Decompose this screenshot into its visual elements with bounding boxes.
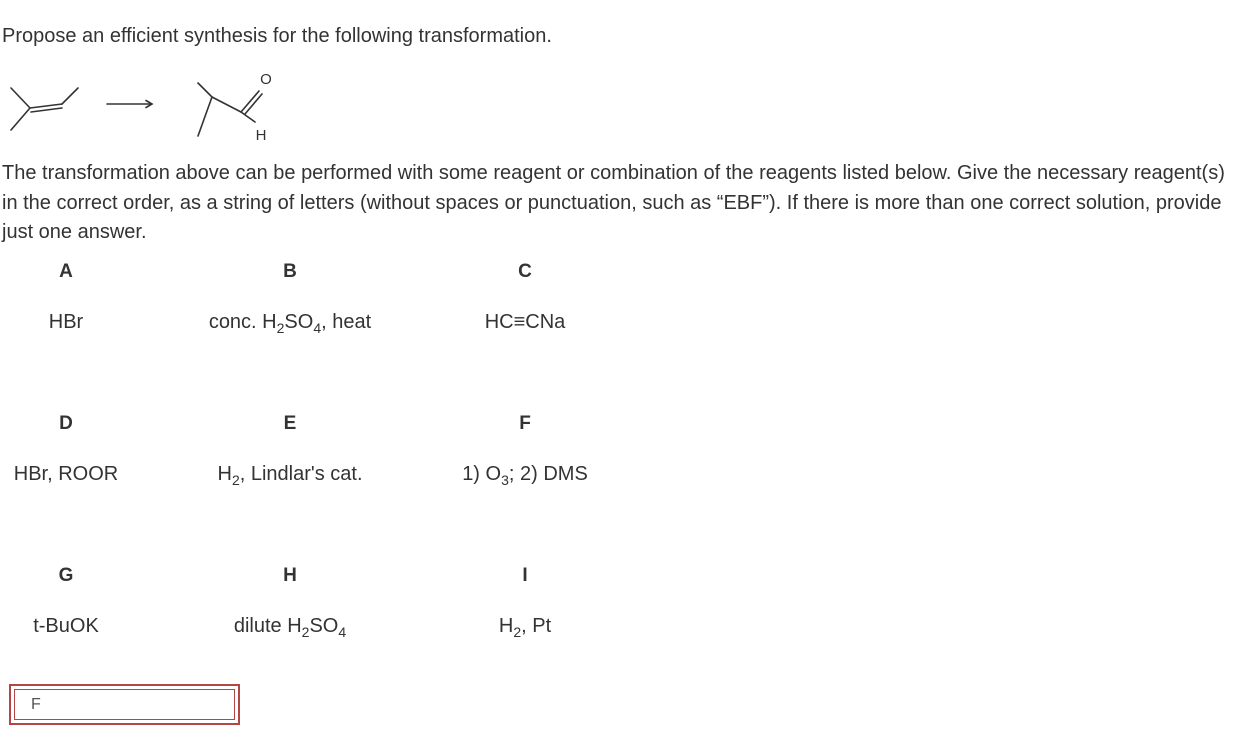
reagent-f <box>415 461 635 487</box>
reagent-text-part: , heat <box>321 311 372 333</box>
reagent-text-part: 2 <box>301 624 310 640</box>
reagent-letter-h: H <box>283 565 297 586</box>
aldehyde-hydrogen-label: H <box>255 127 267 144</box>
reagent-letter-c: C <box>518 261 532 282</box>
answer-input[interactable] <box>14 689 235 720</box>
reagent-text-part: , Lindlar's cat. <box>239 463 363 485</box>
reagent-text-part: HBr, ROOR <box>13 463 119 485</box>
reagent-b <box>180 309 400 335</box>
reagent-text-part: HC≡CNa <box>484 311 566 333</box>
reagent-text-part: 4 <box>338 624 347 640</box>
reagent-letter-e: E <box>283 413 297 434</box>
reagent-text-part: 2 <box>276 320 285 336</box>
reagent-text-part: t-BuOK <box>33 615 99 637</box>
reagent-text-part: H <box>498 615 514 637</box>
reagent-text-part: SO <box>309 615 339 637</box>
reagent-text-part: conc. H <box>208 311 277 333</box>
reagent-letter-i: I <box>522 565 528 586</box>
reagent-letter-b: B <box>283 261 297 282</box>
reagent-g <box>0 613 176 639</box>
reagent-h <box>180 613 400 639</box>
reagent-text-part: 2 <box>231 472 240 488</box>
reagent-text-part: , Pt <box>521 615 552 637</box>
starting-material-structure <box>11 88 78 130</box>
reagent-i <box>415 613 635 639</box>
reagent-text-part: SO <box>284 311 314 333</box>
reagent-a <box>0 309 176 335</box>
question-instructions: The transformation above can be performed with some reagent or combination of the reagents listed below. Give the necessary reagent(s) in the correct order, as a string of letters (without spaces or punctuation, such as “EBF”). If there is more than one correct solution, provide just one answer. <box>2 162 1225 243</box>
reagent-text-part: 1) O <box>462 463 502 485</box>
reagent-text-part: H <box>217 463 232 485</box>
answer-box <box>9 684 240 725</box>
reagent-text-part: 2 <box>513 624 522 640</box>
reagent-text-part: ; 2) DMS <box>508 463 588 485</box>
question-prompt: Propose an efficient synthesis for the following transformation. <box>2 25 552 47</box>
reagent-text-part: dilute H <box>233 615 302 637</box>
reagent-c <box>415 309 635 335</box>
carbonyl-oxygen-label: O <box>260 71 272 88</box>
reagent-text-part: 4 <box>313 320 322 336</box>
reagent-letter-d: D <box>59 413 73 434</box>
reagent-letter-g: G <box>58 565 74 586</box>
reagent-letter-a: A <box>59 261 73 282</box>
reaction-arrow-icon <box>107 101 152 108</box>
reagent-text-part: HBr <box>48 311 84 333</box>
reagent-text-part: 3 <box>501 472 509 488</box>
reagent-e <box>180 461 400 487</box>
reagent-letter-f: F <box>519 413 531 434</box>
product-structure <box>198 83 262 136</box>
reagent-d <box>0 461 176 487</box>
reaction-scheme <box>4 66 294 146</box>
